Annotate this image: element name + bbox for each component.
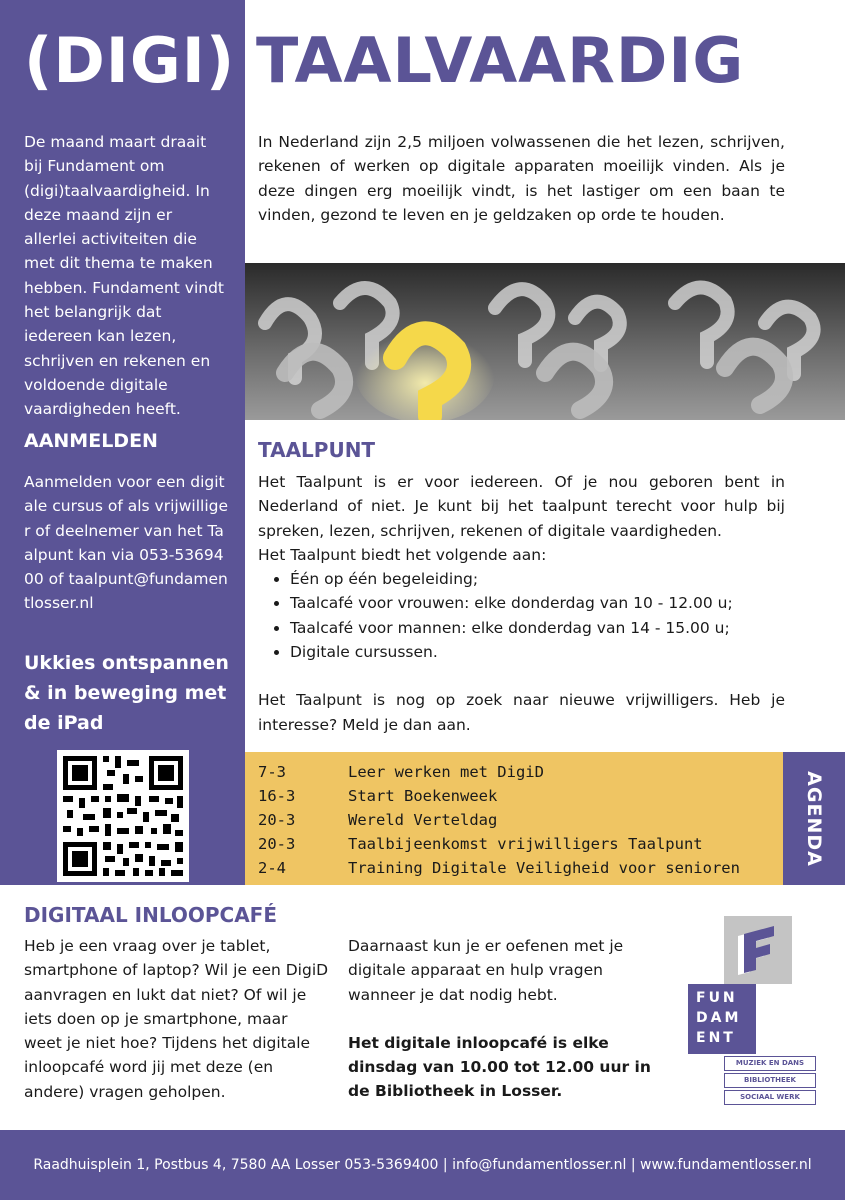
title-taalvaardig: TAALVAARDIG xyxy=(256,24,745,97)
inloopcafe-right xyxy=(348,934,658,1104)
inloopcafe-schedule: Het digitale inloopcafé is elke dinsdag van 10.00 tot 12.00 uur in de Bibliotheek in Losser. xyxy=(348,1033,651,1101)
question-marks-image xyxy=(245,263,845,420)
agenda-row xyxy=(258,784,778,808)
qr-code-icon xyxy=(57,750,189,882)
aanmelden-heading: AANMELDEN xyxy=(24,430,158,452)
qr-code[interactable] xyxy=(57,750,189,882)
logo-tag: SOCIAAL WERK xyxy=(724,1090,816,1105)
agenda-event: Start Boekenweek xyxy=(348,787,498,805)
agenda-label-text: AGENDA xyxy=(803,770,825,867)
agenda-row xyxy=(258,856,778,880)
taalpunt-intro: Het Taalpunt is er voor iedereen. Of je nou geboren bent in Nederland of niet. Je kunt bij het taalpunt terecht voor hulp bij spreken, lezen, schrijven, rekenen of digitale vaardigheden. xyxy=(258,473,785,540)
question-marks-icon xyxy=(245,263,845,420)
inloopcafe-heading: DIGITAAL INLOOPCAFÉ xyxy=(24,903,278,927)
fundament-logo xyxy=(688,916,813,1101)
agenda-row xyxy=(258,832,778,856)
agenda-date: 20-3 xyxy=(258,835,296,853)
logo-tag: MUZIEK EN DANS xyxy=(724,1056,816,1071)
agenda-event: Leer werken met DigiD xyxy=(348,763,544,781)
logo-tags xyxy=(724,1056,816,1107)
ukkies-heading: Ukkies ontspannen & in beweging met de iPad xyxy=(24,652,229,734)
list-item: • Digitale cursussen. xyxy=(290,640,785,664)
taalpunt-heading: TAALPUNT xyxy=(258,438,376,462)
agenda-event: Training Digitale Veiligheid voor senioren xyxy=(348,859,740,877)
list-item: • Taalcafé voor vrouwen: elke donderdag van 10 - 12.00 u; xyxy=(290,591,785,615)
taalpunt-closing: Het Taalpunt is nog op zoek naar nieuwe vrijwilligers. Heb je interesse? Meld je dan aan. xyxy=(258,691,785,734)
list-item: • Één op één begeleiding; xyxy=(290,567,785,591)
agenda-label xyxy=(783,752,845,885)
agenda-row xyxy=(258,808,778,832)
sidebar-intro: De maand maart draait bij Fundament om (digi)taalvaardigheid. In deze maand zijn er allerlei activiteiten die met dit thema te maken hebben. Fundament vindt het belangrijk dat iedereen kan lezen, schrijven en rekenen en voldoende digitale vaardigheden heeft. xyxy=(24,133,224,419)
list-item: • Taalcafé voor mannen: elke donderdag van 14 - 15.00 u; xyxy=(290,616,785,640)
fundament-wordmark xyxy=(688,984,756,1054)
agenda-date: 20-3 xyxy=(258,811,296,829)
agenda-date: 7-3 xyxy=(258,763,286,781)
taalpunt-offer-lead: Het Taalpunt biedt het volgende aan: xyxy=(258,545,547,564)
agenda-date: 16-3 xyxy=(258,787,296,805)
title-digi: (DIGI) xyxy=(24,24,236,97)
agenda-row xyxy=(258,760,778,784)
logo-tag: BIBLIOTHEEK xyxy=(724,1073,816,1088)
intro-paragraph: In Nederland zijn 2,5 miljoen volwassenen die het lezen, schrijven, rekenen of werken op digitale apparaten moeilijk vinden. Als je deze dingen erg moeilijk vindt, is het lastiger om een baan te vinden, gezond te leven en je geldzaken op orde te houden. xyxy=(258,133,785,224)
agenda-list xyxy=(258,760,778,880)
taalpunt-list xyxy=(258,567,785,664)
logo-line: DAM xyxy=(696,1010,742,1026)
logo-line: ENT xyxy=(696,1030,736,1046)
footer-contact: Raadhuisplein 1, Postbus 4, 7580 AA Losser 053-5369400 | info@fundamentlosser.nl | www.fundamentlosser.nl xyxy=(33,1157,812,1173)
inloopcafe-left-text: Heb je een vraag over je tablet, smartphone of laptop? Wil je een DigiD aanvragen en lukt dat niet? Of wil je iets doen op je smartphone, maar weet je niet hoe? Tijdens het digitale inloopcafé word jij met deze (en andere) vragen geholpen. xyxy=(24,937,329,1101)
agenda-date: 2-4 xyxy=(258,859,286,877)
logo-line: FUN xyxy=(696,990,738,1006)
aanmelden-text: Aanmelden voor een digitale cursus of als vrijwilliger of deelnemer van het Taalpunt kan via 053-5369400 of taalpunt@fundamentlosser.nl xyxy=(24,473,228,613)
agenda-event: Taalbijeenkomst vrijwilligers Taalpunt xyxy=(348,835,703,853)
inloopcafe-right-text: Daarnaast kun je er oefenen met je digitale apparaat en hulp vragen wanneer je dat nodig hebt. xyxy=(348,937,624,1004)
agenda-event: Wereld Verteldag xyxy=(348,811,498,829)
fundament-f-icon xyxy=(724,916,792,984)
taalpunt-section xyxy=(258,470,785,737)
